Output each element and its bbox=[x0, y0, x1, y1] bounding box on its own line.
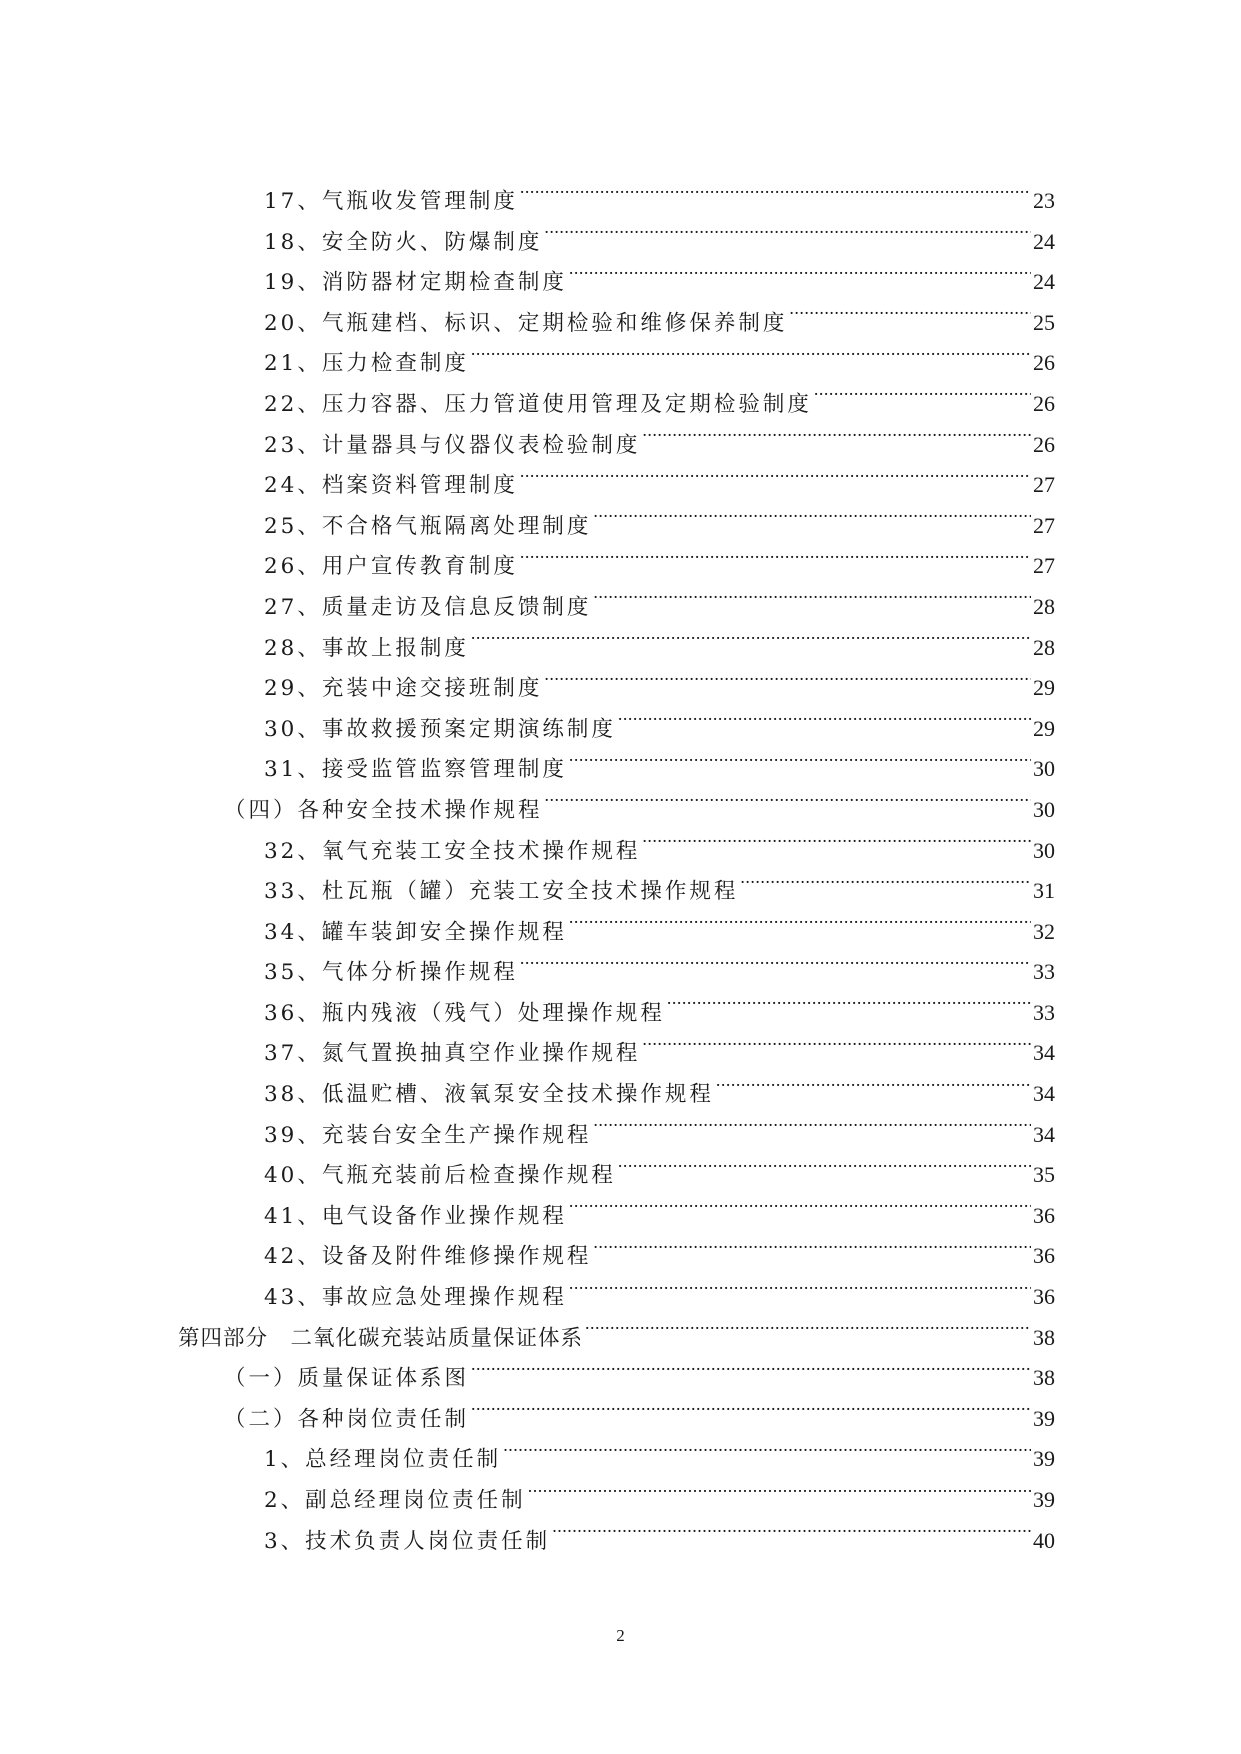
toc-entry[interactable] bbox=[0, 993, 1241, 1034]
dot-leader bbox=[569, 751, 1031, 777]
dot-leader bbox=[544, 669, 1031, 695]
dot-leader bbox=[716, 1075, 1031, 1101]
toc-entry-page: 24 bbox=[1033, 228, 1055, 254]
toc-entry-page: 39 bbox=[1033, 1487, 1055, 1512]
dot-leader bbox=[520, 953, 1031, 979]
dot-leader bbox=[642, 426, 1031, 452]
toc-entry-title: 25、不合格气瓶隔离处理制度 bbox=[264, 513, 592, 539]
toc-entry-page: 36 bbox=[1033, 1243, 1055, 1269]
toc-entry-title: 37、氮气置换抽真空作业操作规程 bbox=[264, 1041, 641, 1067]
dot-leader bbox=[552, 1522, 1031, 1548]
toc-entry-page: 31 bbox=[1033, 878, 1055, 904]
dot-leader bbox=[593, 588, 1031, 614]
toc-entry-title: 3、技术负责人岗位责任制 bbox=[264, 1528, 551, 1554]
dot-leader bbox=[520, 548, 1031, 574]
toc-entry-page: 34 bbox=[1033, 1081, 1055, 1107]
dot-leader bbox=[471, 1400, 1031, 1426]
dot-leader bbox=[569, 263, 1031, 289]
toc-entry-page: 34 bbox=[1033, 1040, 1055, 1066]
toc-entry-page: 29 bbox=[1033, 715, 1055, 741]
toc-entry[interactable] bbox=[0, 546, 1241, 587]
toc-entry[interactable] bbox=[0, 912, 1241, 953]
dot-leader bbox=[585, 1319, 1031, 1345]
dot-leader bbox=[471, 1359, 1031, 1385]
dot-leader bbox=[593, 1238, 1031, 1264]
toc-entry[interactable] bbox=[0, 343, 1241, 384]
dot-leader bbox=[569, 913, 1031, 939]
dot-leader bbox=[789, 304, 1031, 330]
dot-leader bbox=[520, 466, 1031, 492]
toc-entry[interactable] bbox=[0, 871, 1241, 912]
dot-leader bbox=[618, 1156, 1031, 1182]
dot-leader bbox=[520, 182, 1031, 208]
toc-entry-title: 35、气体分析操作规程 bbox=[264, 960, 518, 986]
toc-section-heading[interactable] bbox=[0, 790, 1241, 831]
toc-entry-title: 21、压力检查制度 bbox=[264, 351, 469, 377]
toc-entry[interactable] bbox=[0, 831, 1241, 872]
toc-entry[interactable] bbox=[0, 749, 1241, 790]
toc-entry[interactable] bbox=[0, 709, 1241, 750]
toc-entry[interactable] bbox=[0, 1480, 1241, 1521]
toc-entry-page: 24 bbox=[1033, 269, 1055, 295]
toc-entry-title: 33、杜瓦瓶（罐）充装工安全技术操作规程 bbox=[264, 879, 739, 905]
toc-entry[interactable] bbox=[0, 181, 1241, 222]
toc-entry[interactable] bbox=[0, 384, 1241, 425]
toc-entry-title: 26、用户宣传教育制度 bbox=[264, 554, 518, 580]
toc-entry-page: 30 bbox=[1033, 837, 1055, 863]
toc-entry-page: 27 bbox=[1033, 553, 1055, 579]
toc-entry-page: 34 bbox=[1033, 1121, 1055, 1147]
toc-entry-page: 30 bbox=[1033, 796, 1055, 822]
dot-leader bbox=[545, 791, 1031, 817]
toc-entry[interactable] bbox=[0, 1115, 1241, 1156]
toc-entry-title: 第四部分 二氧化碳充装站质量保证体系 bbox=[178, 1325, 584, 1351]
toc-entry-title: 42、设备及附件维修操作规程 bbox=[264, 1244, 592, 1270]
dot-leader bbox=[569, 1197, 1031, 1223]
toc-entry-page: 40 bbox=[1033, 1527, 1055, 1553]
toc-section-heading[interactable] bbox=[0, 1399, 1241, 1440]
toc-entry-title: 39、充装台安全生产操作规程 bbox=[264, 1122, 592, 1148]
dot-leader bbox=[642, 832, 1031, 858]
dot-leader bbox=[471, 629, 1031, 655]
toc-entry-title: 28、事故上报制度 bbox=[264, 635, 469, 661]
toc-entry-page: 32 bbox=[1033, 918, 1055, 944]
toc-entry-title: 22、压力容器、压力管道使用管理及定期检验制度 bbox=[264, 391, 812, 417]
toc-entry-page: 28 bbox=[1033, 593, 1055, 619]
toc-entry-page: 39 bbox=[1033, 1446, 1055, 1472]
dot-leader bbox=[569, 1278, 1031, 1304]
toc-entry[interactable] bbox=[0, 587, 1241, 628]
toc-entry[interactable] bbox=[0, 262, 1241, 303]
toc-entry[interactable] bbox=[0, 465, 1241, 506]
dot-leader bbox=[471, 345, 1031, 371]
dot-leader bbox=[642, 1035, 1031, 1061]
toc-entry-title: 23、计量器具与仪器仪表检验制度 bbox=[264, 432, 641, 458]
toc-entry-page: 33 bbox=[1033, 959, 1055, 985]
toc-entry-title: 24、档案资料管理制度 bbox=[264, 473, 518, 499]
toc-entry-title: （二）各种岗位责任制 bbox=[224, 1406, 470, 1432]
toc-entry-title: 43、事故应急处理操作规程 bbox=[264, 1285, 567, 1311]
toc-entry[interactable] bbox=[0, 1236, 1241, 1277]
toc-entry[interactable] bbox=[0, 952, 1241, 993]
toc-entry-title: 2、副总经理岗位责任制 bbox=[264, 1488, 526, 1513]
toc-section-heading[interactable] bbox=[0, 1358, 1241, 1399]
toc-entry-page: 36 bbox=[1033, 1202, 1055, 1228]
toc-entry[interactable] bbox=[0, 628, 1241, 669]
toc-entry[interactable] bbox=[0, 1277, 1241, 1318]
dot-leader bbox=[503, 1441, 1031, 1467]
toc-entry-page: 38 bbox=[1033, 1324, 1055, 1350]
toc-entry-title: 27、质量走访及信息反馈制度 bbox=[264, 594, 592, 620]
toc-entry-title: 29、充装中途交接班制度 bbox=[264, 676, 543, 702]
toc-entry-title: 31、接受监管监察管理制度 bbox=[264, 757, 567, 783]
toc-entry-page: 39 bbox=[1033, 1405, 1055, 1431]
dot-leader bbox=[593, 1116, 1031, 1142]
toc-entry-title: 36、瓶内残液（残气）处理操作规程 bbox=[264, 1000, 665, 1026]
toc-entry-page: 35 bbox=[1033, 1162, 1055, 1188]
dot-leader bbox=[618, 710, 1031, 736]
toc-entry-title: 32、氧气充装工安全技术操作规程 bbox=[264, 838, 641, 864]
toc-entry-page: 38 bbox=[1033, 1365, 1055, 1391]
toc-entry-page: 25 bbox=[1033, 309, 1055, 335]
toc-entry-page: 33 bbox=[1033, 999, 1055, 1025]
toc-entry-title: 38、低温贮槽、液氧泵安全技术操作规程 bbox=[264, 1082, 714, 1108]
page-number: 2 bbox=[616, 1626, 625, 1645]
toc-entry[interactable] bbox=[0, 1196, 1241, 1237]
dot-leader bbox=[814, 385, 1031, 411]
toc-entry[interactable] bbox=[0, 222, 1241, 263]
toc-entry[interactable] bbox=[0, 1439, 1241, 1480]
toc-entry[interactable] bbox=[0, 506, 1241, 547]
toc-entry-page: 23 bbox=[1033, 188, 1055, 213]
toc-entry-title: 18、安全防火、防爆制度 bbox=[264, 229, 543, 255]
toc-entry[interactable] bbox=[0, 1033, 1241, 1074]
toc-entry-title: 40、气瓶充装前后检查操作规程 bbox=[264, 1163, 616, 1189]
toc-entry-page: 27 bbox=[1033, 472, 1055, 498]
dot-leader bbox=[740, 872, 1031, 898]
toc-entry-page: 30 bbox=[1033, 756, 1055, 782]
toc-entry[interactable] bbox=[0, 1074, 1241, 1115]
toc-entry-title: 30、事故救援预案定期演练制度 bbox=[264, 716, 616, 742]
toc-entry-title: （一）质量保证体系图 bbox=[224, 1366, 470, 1392]
toc-entry[interactable] bbox=[0, 425, 1241, 466]
toc-entry-title: 19、消防器材定期检查制度 bbox=[264, 270, 567, 296]
toc-entry-title: （四）各种安全技术操作规程 bbox=[224, 797, 543, 823]
dot-leader bbox=[528, 1481, 1031, 1507]
toc-entry-title: 1、总经理岗位责任制 bbox=[264, 1447, 502, 1473]
toc-entry-title: 41、电气设备作业操作规程 bbox=[264, 1203, 567, 1229]
dot-leader bbox=[667, 994, 1031, 1020]
toc-entry-title: 34、罐车装卸安全操作规程 bbox=[264, 919, 567, 945]
toc-entry[interactable] bbox=[0, 668, 1241, 709]
table-of-contents bbox=[0, 181, 1241, 1561]
dot-leader bbox=[593, 507, 1031, 533]
toc-entry[interactable] bbox=[0, 303, 1241, 344]
toc-entry-page: 26 bbox=[1033, 350, 1055, 376]
toc-entry-page: 29 bbox=[1033, 675, 1055, 701]
toc-entry[interactable] bbox=[0, 1521, 1241, 1562]
toc-entry-title: 20、气瓶建档、标识、定期检验和维修保养制度 bbox=[264, 310, 788, 336]
toc-entry-page: 36 bbox=[1033, 1284, 1055, 1310]
dot-leader bbox=[544, 223, 1031, 249]
toc-entry-title: 17、气瓶收发管理制度 bbox=[264, 189, 518, 214]
toc-entry-page: 26 bbox=[1033, 431, 1055, 457]
toc-entry-page: 27 bbox=[1033, 512, 1055, 538]
toc-entry-page: 26 bbox=[1033, 390, 1055, 416]
toc-entry[interactable] bbox=[0, 1155, 1241, 1196]
toc-entry-page: 28 bbox=[1033, 634, 1055, 660]
toc-part-heading[interactable] bbox=[0, 1318, 1241, 1359]
